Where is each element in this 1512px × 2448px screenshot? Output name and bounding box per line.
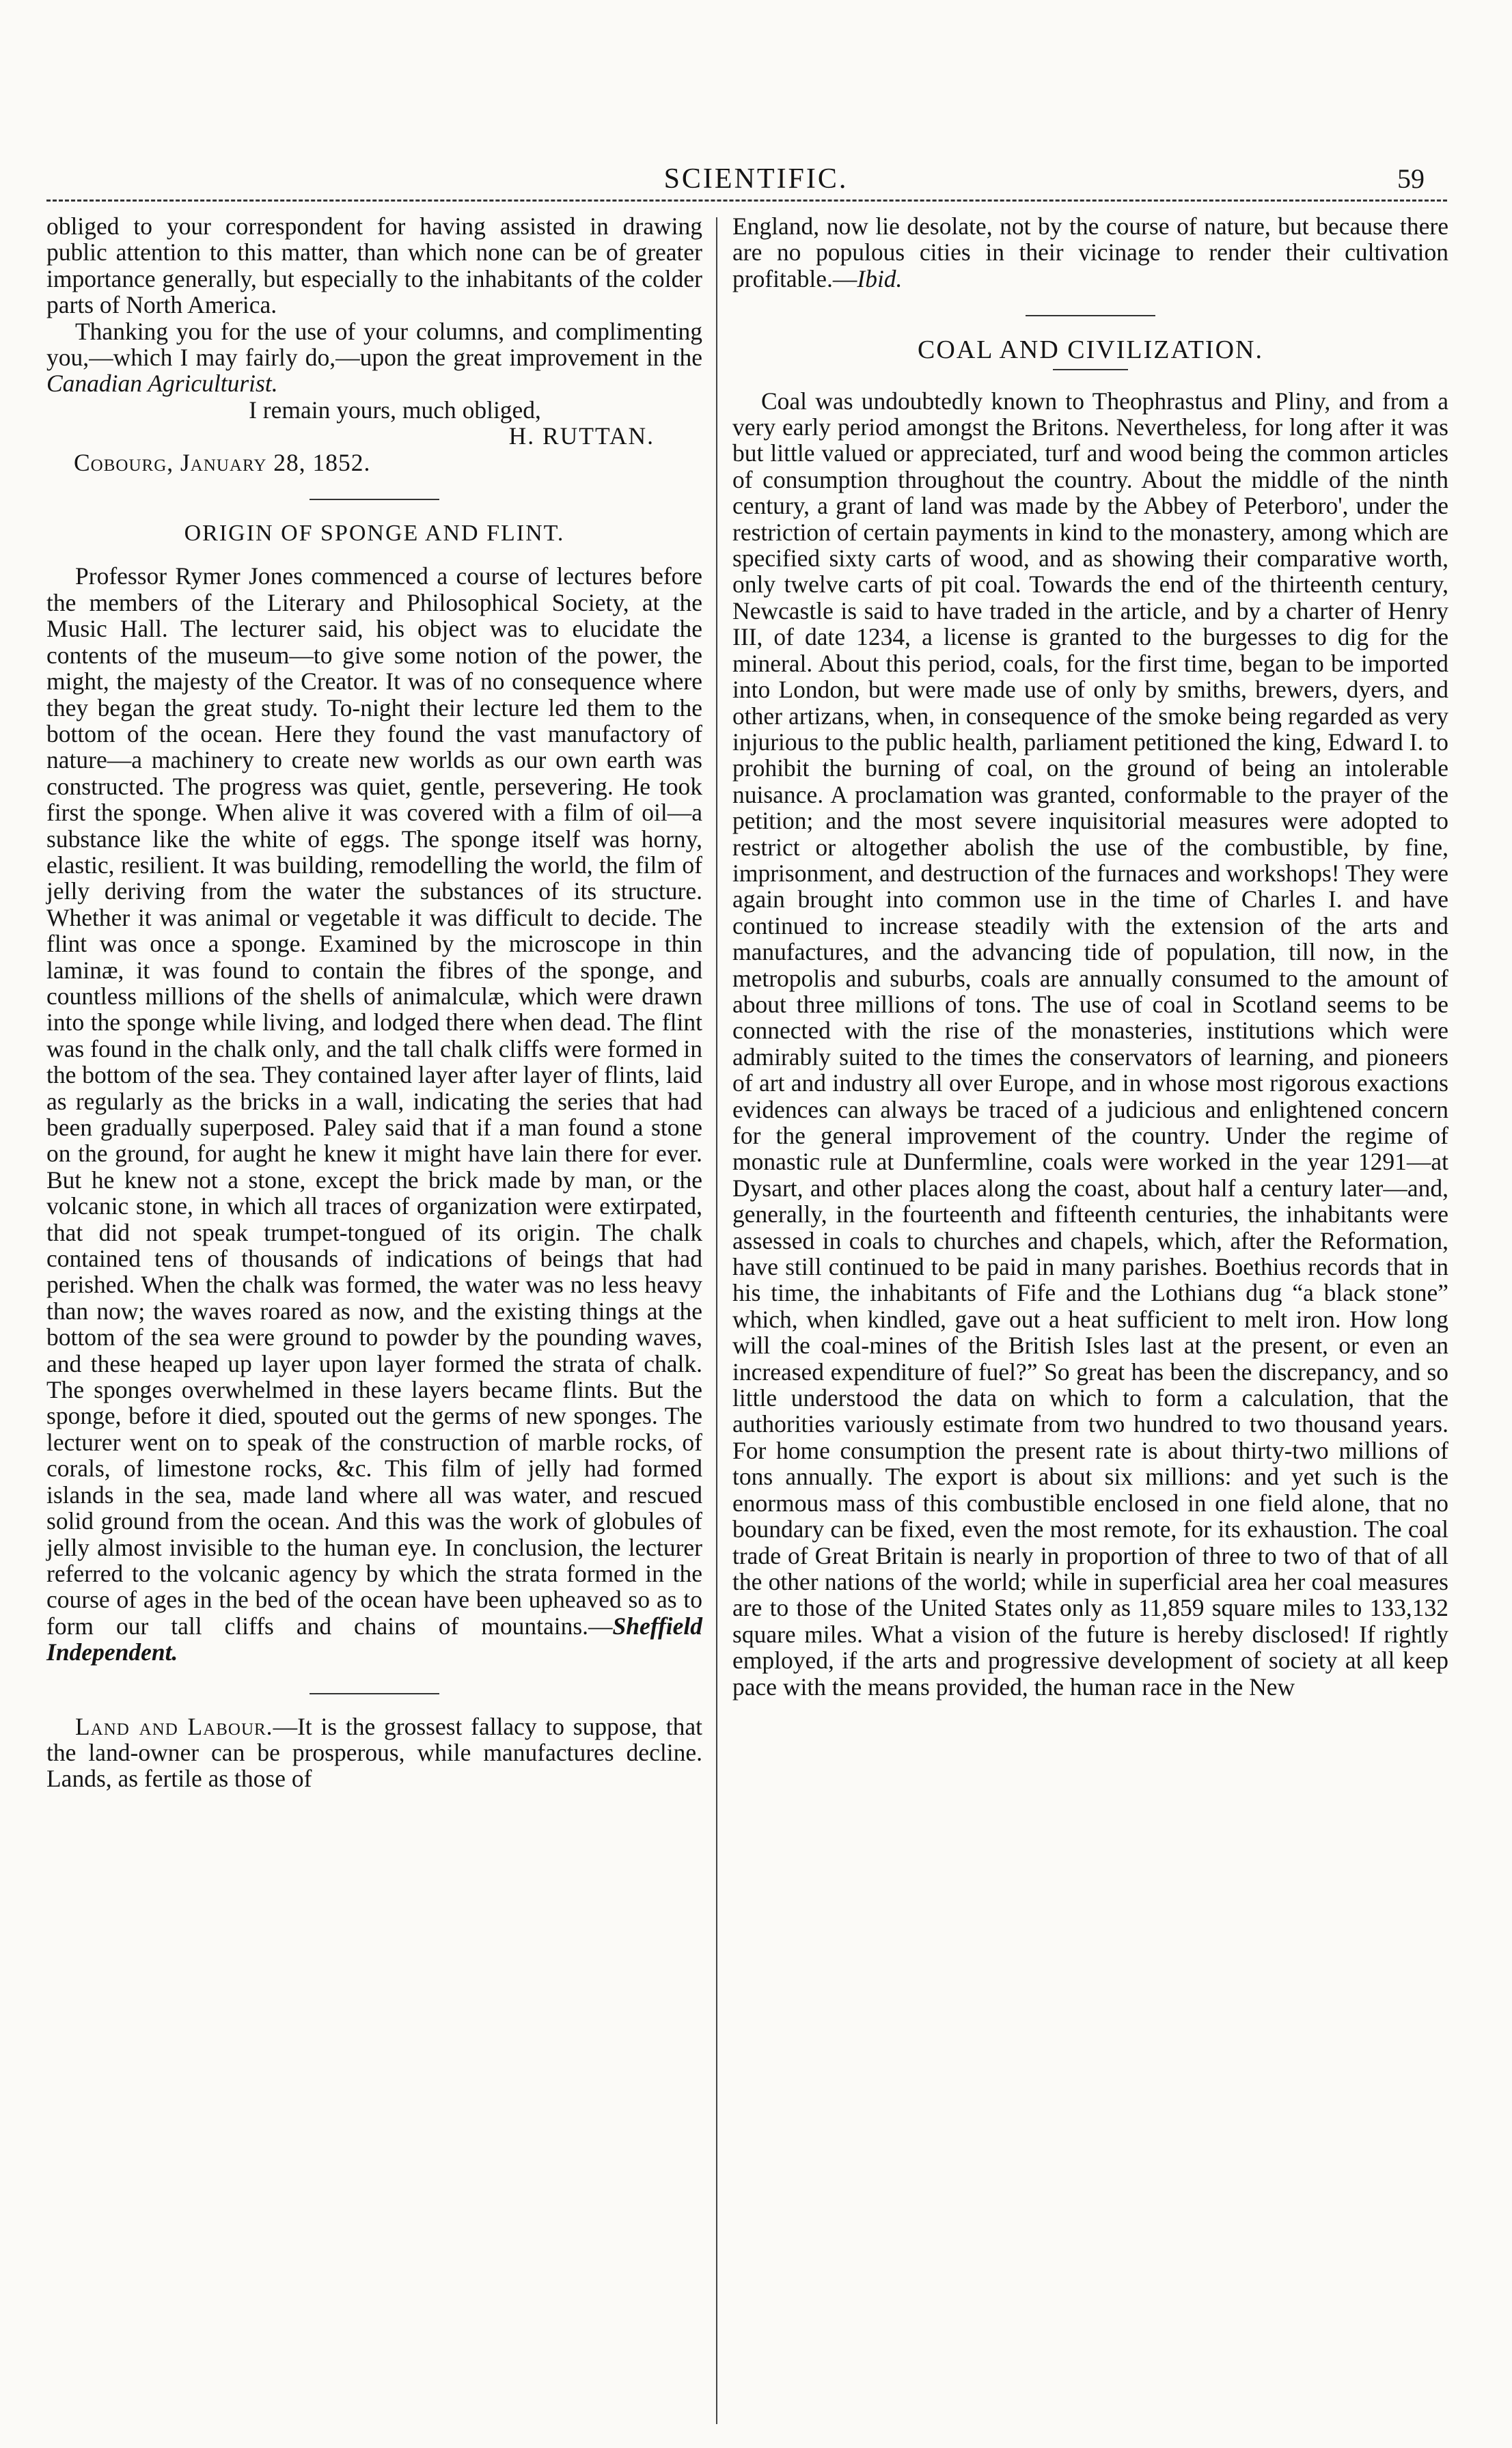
letter-publication-title: Canadian Agriculturist. <box>46 370 278 398</box>
land-lead: Land and Labour. <box>75 1712 273 1740</box>
section-rule-3 <box>1026 315 1155 316</box>
land-article-start <box>46 1714 702 1792</box>
land-body-right: England, now lie desolate, not by the course of nature, but because there are no populous cities in their vicinage to render their cultivation profitable.— <box>732 212 1448 292</box>
column-divider <box>716 217 717 2424</box>
right-column <box>732 213 1448 1700</box>
letter-signature: H. RUTTAN. <box>508 422 655 450</box>
coal-heading-rule <box>1053 369 1128 370</box>
coal-article-body: Coal was undoubtedly known to Theophrastus and Pliny, and from a very early period amongst the Britons. Nevertheless, for long after it was but little valued or appreciated, turf and wood being the common articles of consumption throughout the country. About the middle of the ninth century, a grant of land was made by the Abbey of Peterboro', under the restriction of certain payments in kind to the monastery, among which are specified sixty carts of wood, and as showing their comparative worth, only twelve carts of pit coal. Towards the end of the thirteenth century, Newcastle is said to have traded in the article, and by a charter of Henry III, of date 1234, a license is granted to the burgesses to dig for the mineral. About this period, coals, for the first time, began to be imported into London, but were made use of only by smiths, brewers, dyers, and other artizans, when, in consequence of the smoke being regarded as very injurious to the public health, parliament petitioned the king, Edward I. to prohibit the burning of coal, on the ground of being an intolerable nuisance. A proclamation was granted, conformable to the prayer of the petition; and the most severe inquisitorial measures were adopted to restrict or altogether abolish the use of the combustible, by fine, imprisonment, and destruction of the furnaces and workshops! They were again brought into common use in the time of Charles I. and have continued to increase steadily with the extension of the arts and manufactures, and the advancing tide of population, till now, in the metropolis and suburbs, coals are annually consumed to the amount of about three millions of tons. The use of coal in Scotland seems to be connected with the rise of the monasteries, institutions which were admirably suited to the times the conservators of learning, and pioneers of art and industry all over Europe, and in whose most rigorous exactions evidences can always be traced of a judicious and enlightened concern for the general improvement of the country. Under the regime of monastic rule at Dunfermline, coals were worked in the year 1291—at Dysart, and other places along the coast, about half a century later—and, generally, in the fourteenth and fifteenth centuries, the inhabitants were assessed in coals to churches and chapels, which, after the Reformation, have still continued to be paid in many parishes. Boethius records that in his time, the inhabitants of Fife and the Lothians dug “a black stone” which, when kindled, gave out a heat sufficient to melt iron. How long will the coal-mines of the British Isles last at the present, or even an increased expenditure of fuel?” So great has been the discrepancy, and so little understood the data on which to form a calculation, that the authorities variously estimate from two hundred to two thousand years. For home consumption the present rate is about thirty-two millions of tons annually. The export is about six millions: and yet such is the enormous mass of this combustible enclosed in one field alone, that no boundary can be fixed, even the most remote, for its exhaustion. The coal trade of Great Britain is nearly in proportion of three to two of that of all the other nations of the world; while in superficial area her coal measures are to those of the United States only as 11,859 square miles to 133,132 square miles. What a vision of the future is hereby disclosed! If rightly employed, if the arts and progressive development of society at all keep pace with the means provided, the human race in the New <box>732 387 1448 1701</box>
letter-closing: I remain yours, much obliged, <box>249 396 541 424</box>
letter-paragraph-1: obliged to your correspondent for having assisted in drawing public attention to this matter, than which none can be of greater importance generally, but especially to the inhabitants of the colder parts of North America. <box>46 212 702 319</box>
land-source: Ibid. <box>857 264 903 292</box>
letter-paragraph-2-text: Thanking you for the use of your columns, and complimenting you,—which I may fairly do,—upon the great improvement in the <box>46 317 702 372</box>
sponge-heading: ORIGIN OF SPONGE AND FLINT. <box>184 521 565 547</box>
page-number: 59 <box>1397 163 1425 194</box>
land-article-continued <box>732 213 1448 292</box>
sponge-article-body <box>46 563 702 1665</box>
section-rule <box>310 499 439 500</box>
page-header-title: SCIENTIFIC. <box>663 163 849 195</box>
land-body-left: —It is the grossest fallacy to suppose, that the land-owner can be prosperous, while manufactures decline. Lands, as fertile as those of <box>46 1712 702 1793</box>
header-rule <box>46 200 1447 202</box>
section-rule-2 <box>310 1693 439 1694</box>
letter-dateline: Cobourg, January 28, 1852. <box>74 448 371 476</box>
letter-paragraph-2 <box>46 318 702 397</box>
sponge-body-text: Professor Rymer Jones commenced a course of lectures before the members of the Literary and Philosophical Society, at the Music Hall. The lecturer said, his object was to elucidate the contents of the museum—to give some notion of the power, the might, the majesty of the Creator. It was of no consequence where they began the great study. To-night their lecture led them to the bottom of the ocean. Here they found the vast manufactory of nature—a machinery to create new worlds as our own earth was constructed. The progress was quiet, gentle, persevering. He took first the sponge. When alive it was covered with a film of oil—a substance like the white of eggs. The sponge itself was horny, elastic, resilient. It was building, remodelling the world, the film of jelly deriving from the water the substances of its structure. Whether it was animal or vegetable it was difficult to decide. The flint was once a sponge. Examined by the microscope in thin laminæ, it was found to contain the fibres of the sponge, and countless millions of the shells of animalculæ, which were drawn into the sponge while living, and lodged there when dead. The flint was found in the chalk only, and the tall chalk cliffs were formed in the bottom of the sea. They contained layer after layer of flints, laid as regularly as the bricks in a wall, indicating the series that had been gradually superposed. Paley said that if a man found a stone on the ground, for aught he knew it might have lain there for ever. But he knew not a stone, except the brick made by man, or the volcanic stone, in which all traces of organization were extirpated, that did not speak trumpet-tongued of its origin. The chalk contained tens of thousands of indications of beings that had perished. When the chalk was formed, the water was no less heavy than now; the waves roared as now, and the existing things at the bottom of the sea were ground to powder by the pounding waves, and these heaped up layer upon layer formed the strata of chalk. The sponges overwhelmed in these layers became flints. But the sponge, before it died, spouted out the germs of new sponges. The lecturer went on to speak of the construction of marble rocks, of corals, of limestone rocks, &c. This film of jelly had formed islands in the sea, made land where all was water, and rescued solid ground from the ocean. And this was the work of globules of jelly almost invisible to the human eye. In conclusion, the lecturer referred to the volcanic agency by which the strata formed in the course of ages in the bed of the ocean have been upheaved so as to form our tall cliffs and chains of mountains.— <box>46 562 702 1640</box>
sponge-source: Sheffield Independent. <box>46 1612 702 1666</box>
coal-heading: COAL AND CIVILIZATION. <box>918 335 1263 365</box>
left-column <box>46 213 702 1792</box>
